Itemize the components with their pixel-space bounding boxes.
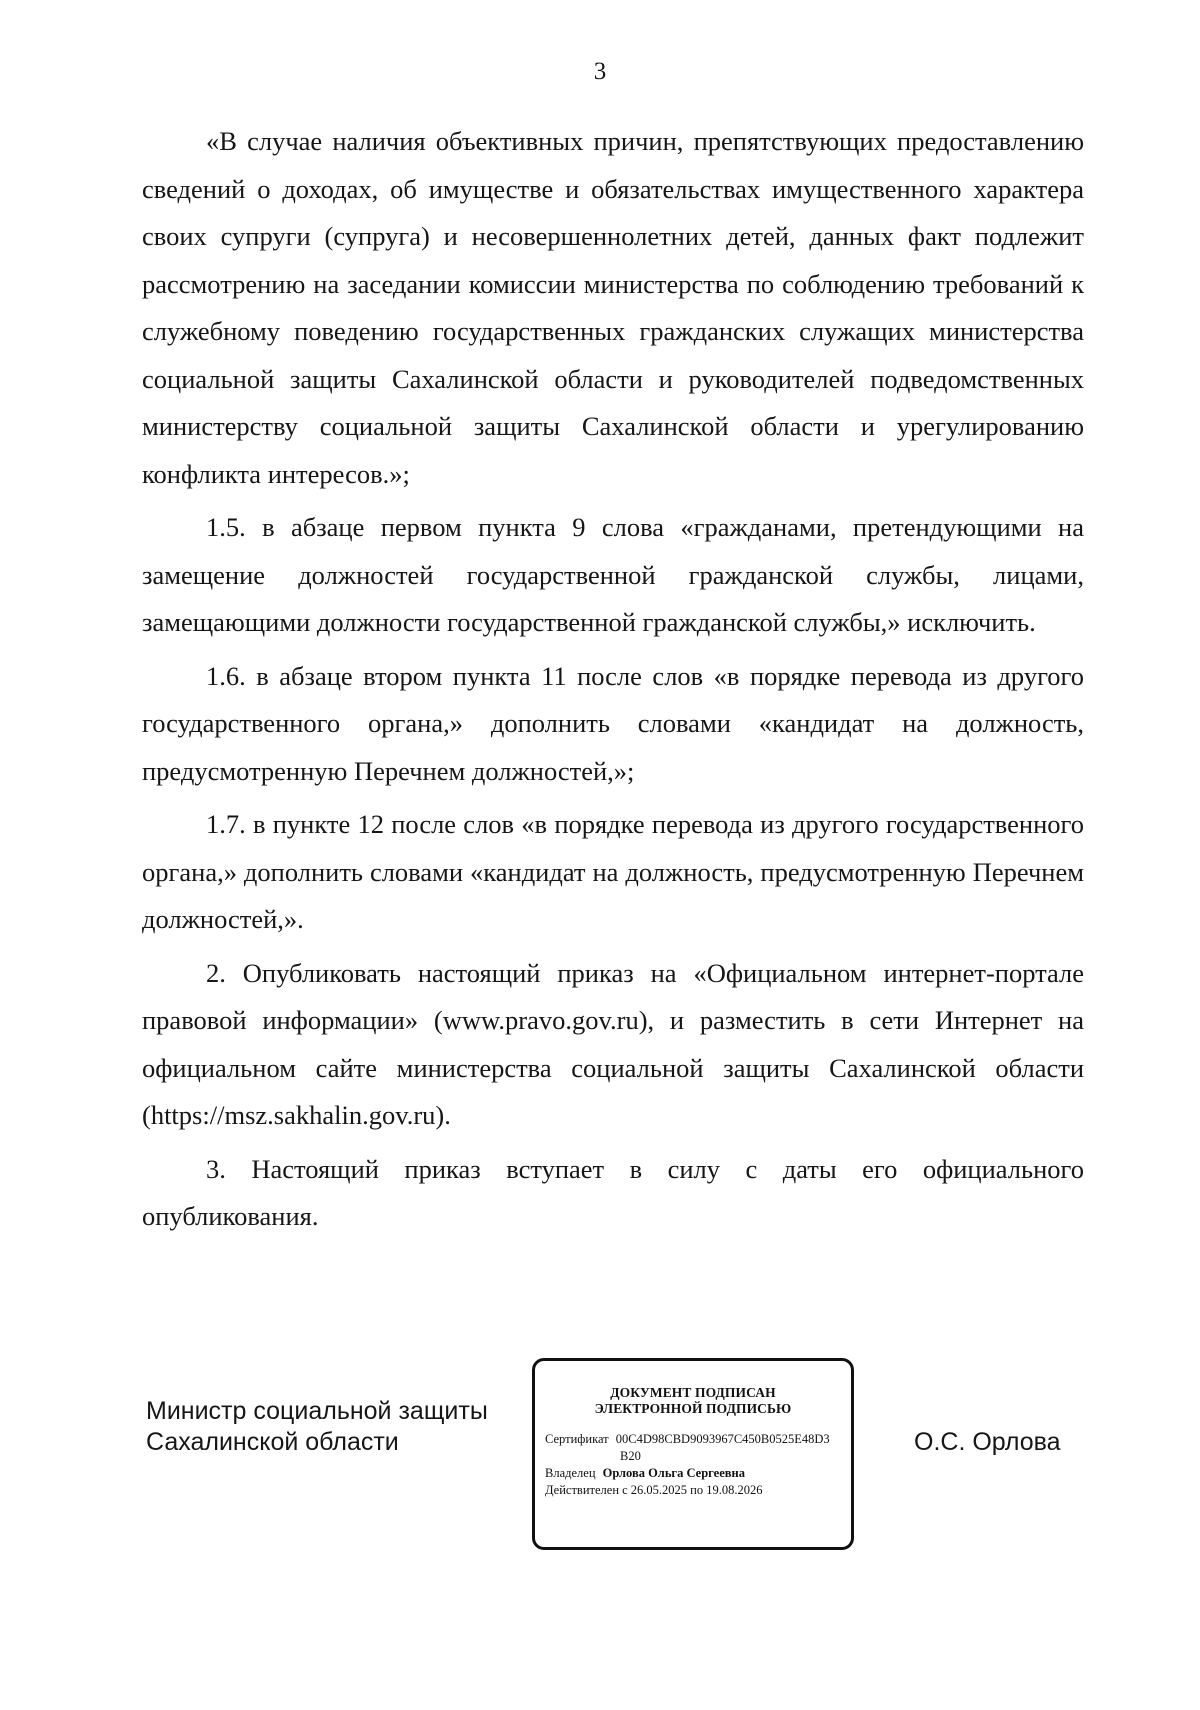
stamp-header-line2: ЭЛЕКТРОННОЙ ПОДПИСЬЮ [594,1401,792,1416]
paragraph-item-1-6: 1.6. в абзаце втором пункта 11 после слов «в порядке перевода из другого государственного органа,» дополнить словами «кандидат на должность, предусмотренную Перечнем должностей,»; [142,660,1084,786]
page-number: 3 [593,58,607,85]
document-body [142,118,1084,1241]
paragraph-item-1-5: 1.5. в абзаце первом пункта 9 слова «гражданами, претендующими на замещение должностей государственной гражданской службы, лицами, замещающими должности государственной гражданской службы,» исключить. [142,512,1084,637]
paragraph-quoted-amendment: «В случае наличия объективных причин, препятствующих предоставлению сведений о доходах, об имуществе и обязательствах имущественного характера своих супруги (супруга) и несовершеннолетних детей, данных факт подлежит рассмотрению на заседании комиссии министерства по соблюдению требований к служебному поведению государственных гражданских служащих министерства социальной защиты Сахалинской области и руководителей подведомственных министерству социальной защиты Сахалинской области и урегулированию конфликта интересов.»; [142,126,1084,489]
signer-name: О.С. Орлова [914,1428,1061,1456]
stamp-details [545,1431,841,1499]
signer-title-line2: Сахалинской области [146,1428,399,1456]
paragraph-item-3-effective: 3. Настоящий приказ вступает в силу с даты его официального опубликования. [142,1153,1084,1231]
stamp-validity: Действителен с 26.05.2025 по 19.08.2026 [545,1483,763,1497]
signer-title [146,1396,488,1458]
stamp-header [535,1385,851,1417]
electronic-signature-stamp [532,1358,854,1550]
signer-title-line1: Министр социальной защиты [146,1397,488,1425]
signature-block [0,1358,1200,1558]
paragraph-item-2-publish: 2. Опубликовать настоящий приказ на «Официальном интернет-портале правовой информации» (www.pravo.gov.ru), и разместить в сети Интернет на официальном сайте министерства социальной защиты Сахалинской области (https://msz.sakhalin.gov.ru). [142,957,1084,1130]
stamp-certificate-row [545,1431,841,1448]
stamp-cert-value-cont: B20 [620,1449,641,1463]
paragraph-item-1-7: 1.7. в пункте 12 после слов «в порядке перевода из другого государственного органа,» дополнить словами «кандидат на должность, предусмотренную Перечнем должностей,». [142,809,1084,934]
stamp-header-line1: ДОКУМЕНТ ПОДПИСАН [610,1385,776,1400]
stamp-cert-value: 00C4D98CBD9093967C450B0525E48D3 [615,1432,830,1446]
stamp-owner-value: Орлова Ольга Сергеевна [602,1466,745,1480]
stamp-owner-row [545,1465,841,1482]
stamp-cert-label: Сертификат [545,1432,609,1446]
stamp-owner-label: Владелец [545,1466,596,1480]
